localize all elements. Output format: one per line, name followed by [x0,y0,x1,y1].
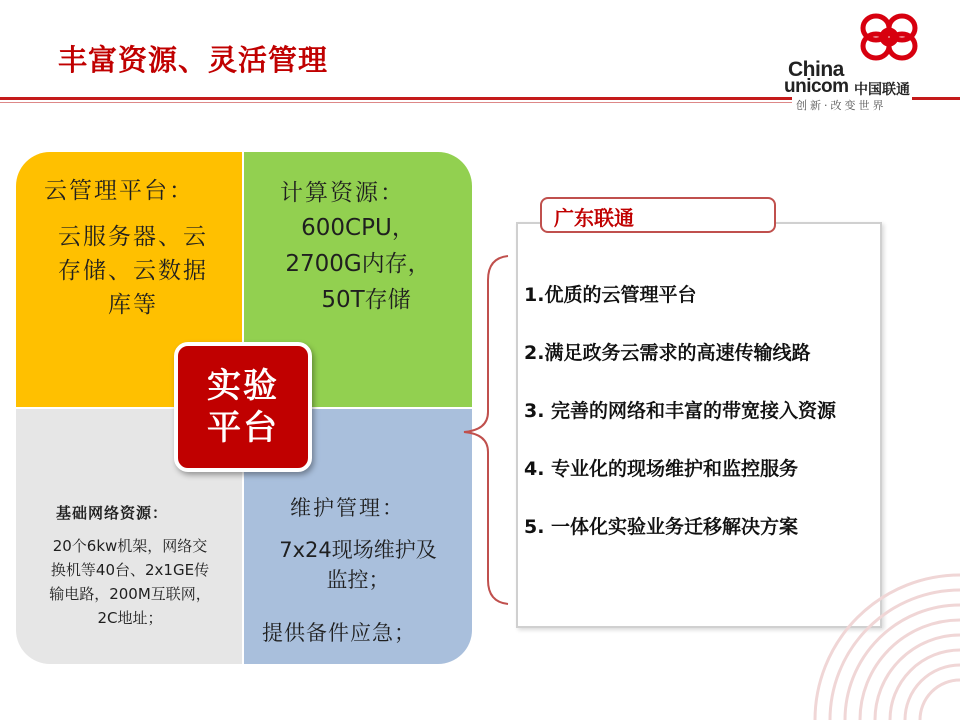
list-item: 5. 一体化实验业务迁移解决方案 [524,516,799,538]
china-unicom-knot-icon [850,10,928,62]
quadrant-body [24,534,236,630]
body-line: 监控； [326,568,390,592]
body-line: 7x24现场维护及 [279,538,437,562]
body-line: 库等 [108,292,158,318]
header-rule-thin [0,102,792,103]
center-line: 实验 [207,366,279,406]
body-line: 提供备件应急； [262,621,416,645]
panel-tab [540,197,776,233]
body-line: 云服务器、云 [58,224,208,250]
body-line: 换机等40台、2x1GE传 [50,561,210,579]
center-line: 平台 [207,408,279,448]
body-line: 20个6kw机架，网络交 [52,537,208,555]
panel-tab-label: 广东联通 [554,206,634,230]
bracket-connector [456,250,516,610]
list-item: 3. 完善的网络和丰富的带宽接入资源 [524,400,837,422]
body-line: 存储、云数据 [58,258,208,284]
quadrant-heading: 维护管理： [290,496,405,520]
slide-title: 丰富资源、灵活管理 [58,43,329,77]
list-item: 4. 专业化的现场维护和监控服务 [524,458,799,480]
quadrant-heading: 计算资源： [280,180,405,206]
logo-slogan: 创新·改变世界 [796,99,887,112]
header-rule [0,97,792,100]
china-unicom-logo [780,10,956,110]
body-line: 600CPU， [301,215,415,241]
logo-china-text: China [788,58,844,81]
logo-unicom-text: unicom [784,76,849,97]
body-line: 2C地址； [97,609,163,627]
body-line: 输电路，200M互联网， [49,585,211,603]
quadrant-body [244,535,472,595]
quadrant-heading: 基础网络资源： [56,504,169,522]
list-item: 1.优质的云管理平台 [524,284,697,306]
body-line: 2700G内存， [285,251,431,277]
quadrant-heading: 云管理平台： [44,178,194,204]
logo-cn-name: 中国联通 [854,82,910,98]
list-item: 2.满足政务云需求的高速传输线路 [524,342,811,364]
decorative-swirl-graphic [800,520,960,720]
center-badge [174,342,312,472]
quadrant-body [244,210,472,318]
quadrant-body [38,220,228,322]
body-line: 50T存储 [321,287,411,313]
